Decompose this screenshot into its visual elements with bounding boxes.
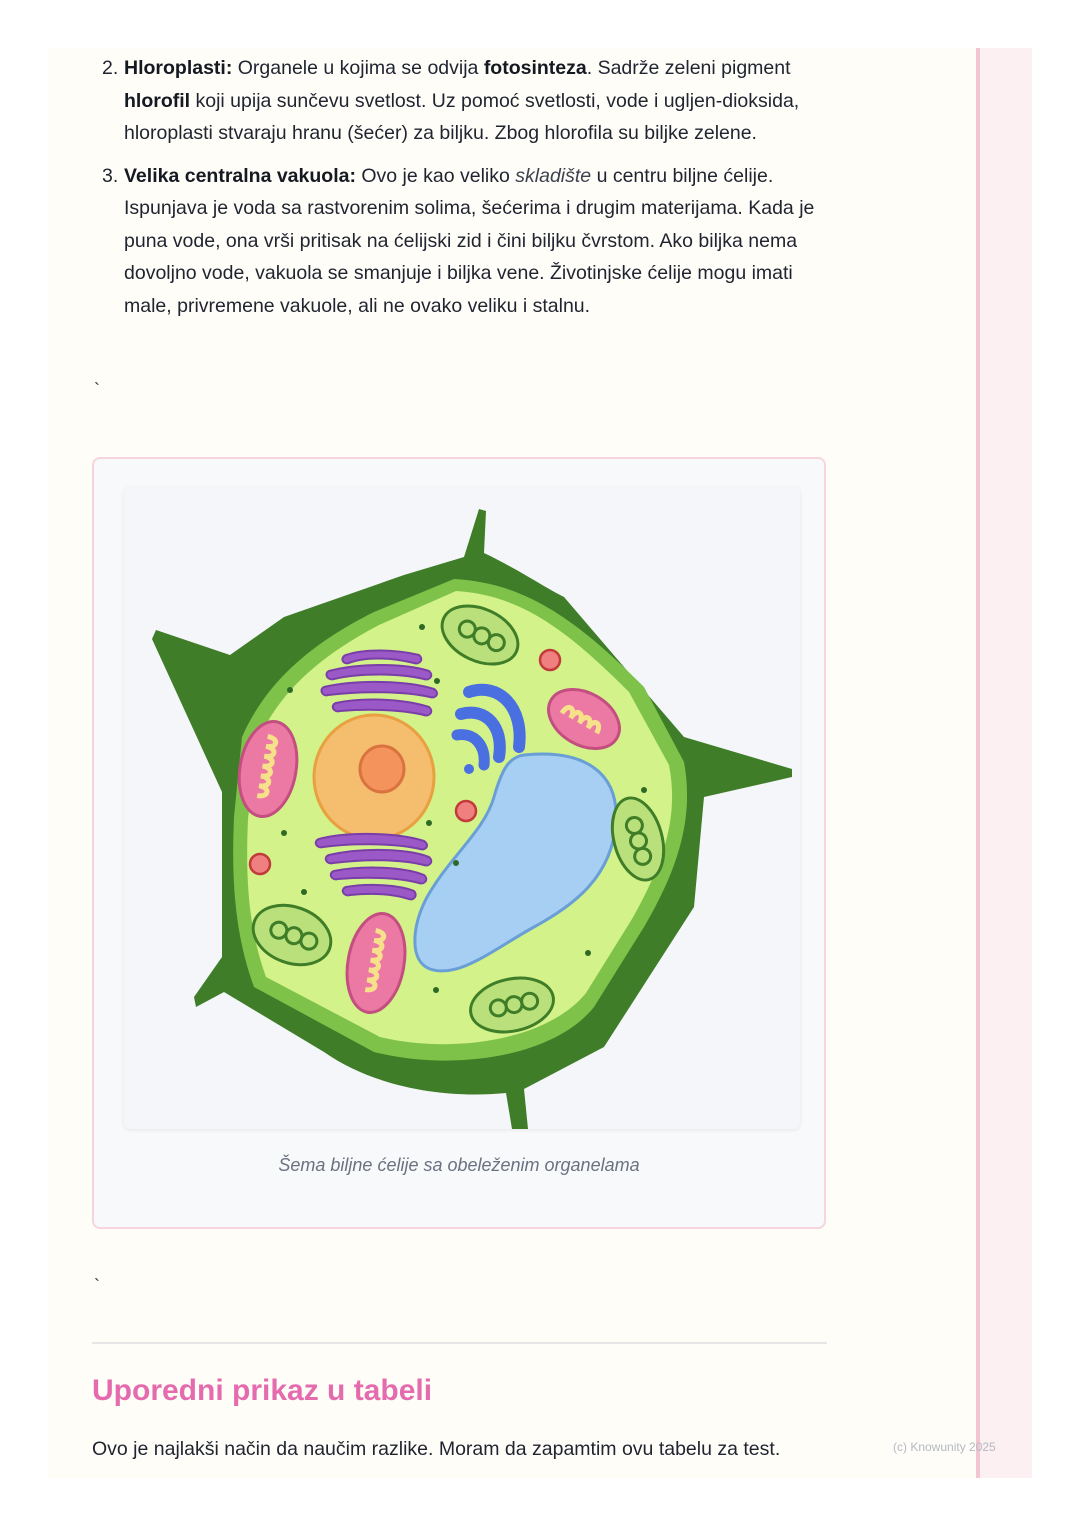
page-margin-line [976,48,980,1478]
term-vacuole: Velika centralna vakuola: [124,164,356,187]
page-margin-strip [976,48,1032,1478]
list-text: Ovo je kao veliko [355,164,516,187]
figure-box [92,457,826,1229]
list-number: 2. [102,57,119,79]
italic-term-storage: skladište [515,164,592,187]
bold-term-photosynthesis: fotosinteza [483,57,587,79]
section-paragraph: Ovo je najlakši način da naučim razlike. Moram da zapamtim ovu tabelu za test. [92,1438,781,1460]
list-item-chloroplasts [92,52,832,150]
list-number: 3. [102,164,119,187]
list-item-vacuole [92,160,832,323]
list-text: . Sadrže zeleni pigment [586,57,791,79]
section-heading: Uporedni prikaz u tabeli [92,1374,433,1407]
plant-cell-diagram [124,487,800,1129]
stray-backtick: ` [94,380,100,400]
figure-caption: Šema biljne ćelije sa obeleženim organelama [278,1155,640,1175]
list-text: koji upija sunčevu svetlost. Uz pomoć svetlosti, vode i ugljen-dioksida, hloroplasti stvaraju hranu (šećer) za biljku. Zbog hlorofila su biljke zelene. [124,89,800,144]
nucleolus-shape [360,746,404,792]
copyright-notice: (c) Knowunity 2025 [893,1440,996,1454]
plant-cell-illustration [124,487,800,1129]
term-chloroplasts: Hloroplasti: [124,57,233,79]
organelle-list [92,52,832,332]
stray-backtick: ` [94,1276,100,1296]
list-text: u centru biljne ćelije. Ispunjava je voda sa rastvorenim solima, šećerima i drugim materijama. Kada je puna vode, ona vrši pritisak na ćelijski zid i čini biljku čvrstom. Ako biljka nema dovoljno vode, vakuola se smanjuje i biljka vene. Životinjske ćelije mogu imati male, privremene vakuole, ali ne ovako veliku i stalnu. [124,164,815,317]
section-divider [92,1342,827,1344]
bold-term-chlorophyll: hlorofil [124,89,191,112]
list-text: Organele u kojima se odvija [232,57,484,79]
